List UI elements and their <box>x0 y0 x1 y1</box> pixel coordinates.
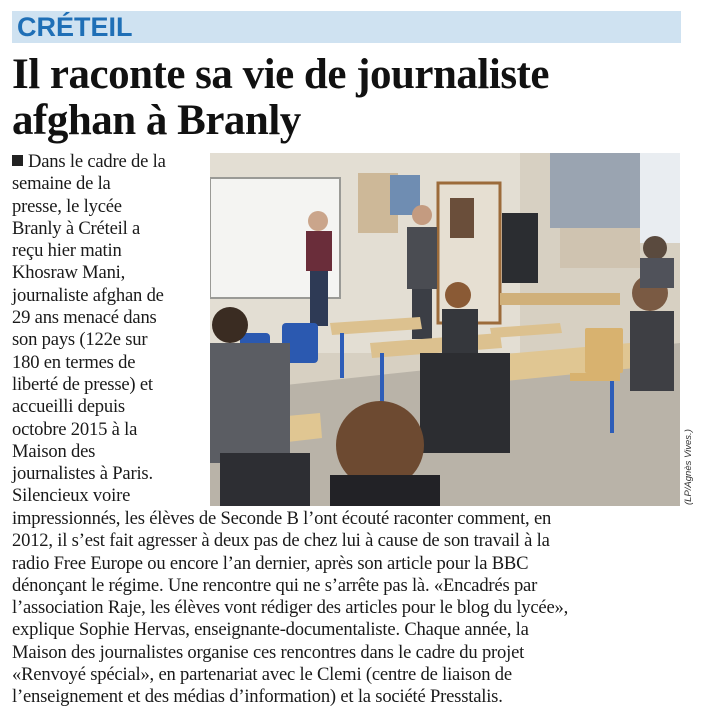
column-line-13: Maison des <box>12 440 96 462</box>
column-line-0: Dans le cadre de la <box>12 151 166 172</box>
column-line-10: liberté de presse) et <box>12 373 153 395</box>
classroom-photo <box>210 153 680 506</box>
column-line-14: journalistes à Paris. <box>12 463 153 485</box>
headline-line-1: Il raconte sa vie de journaliste <box>12 51 549 98</box>
full-line-3: dénonçant le régime. Une rencontre qui ne s’arrête pas là. «Encadrés par <box>12 574 538 596</box>
column-line-9: 180 en termes de <box>12 351 136 373</box>
photo-credit: (LP/Agnès Vives.) <box>683 429 694 505</box>
headline <box>12 52 702 144</box>
column-line-2: presse, le lycée <box>12 195 122 217</box>
classroom-photo-icon <box>210 153 680 506</box>
full-line-2: radio Free Europe ou encore l’an dernier, après son article pour la BBC <box>12 552 529 574</box>
column-line-1: semaine de la <box>12 173 111 195</box>
column-line-8: son pays (122e sur <box>12 329 148 351</box>
column-line-5: Khosraw Mani, <box>12 262 126 284</box>
full-line-4: l’association Raje, les élèves vont rédiger des articles pour le blog du lycée», <box>12 597 569 619</box>
article-column-text <box>12 151 208 508</box>
headline-line-2: afghan à Branly <box>12 97 301 144</box>
article-full-width-text <box>12 508 684 709</box>
full-line-0: impressionnés, les élèves de Seconde B l’ont écouté raconter comment, en <box>12 508 552 529</box>
lead-square-icon <box>12 155 23 166</box>
column-line-11: accueilli depuis <box>12 396 125 418</box>
full-line-8: l’enseignement et des médias d’information) et la société Presstalis. <box>12 686 503 708</box>
full-line-1: 2012, il s’est fait agresser à deux pas de chez lui à cause de son travail à la <box>12 530 550 552</box>
rubric-label: CRÉTEIL <box>17 12 133 42</box>
column-line-12: octobre 2015 à la <box>12 418 138 440</box>
column-line-6: journaliste afghan de <box>12 284 164 306</box>
full-line-7: «Renvoyé spécial», en partenariat avec le Clemi (centre de liaison de <box>12 664 512 686</box>
column-line-7: 29 ans menacé dans <box>12 307 157 329</box>
column-line-3: Branly à Créteil a <box>12 217 141 239</box>
column-line-4: reçu hier matin <box>12 240 122 262</box>
column-line-15: Silencieux voire <box>12 485 131 507</box>
rubric-banner <box>12 11 681 43</box>
full-line-6: Maison des journalistes organise ces rencontres dans le cadre du projet <box>12 641 525 663</box>
full-line-5: explique Sophie Hervas, enseignante-documentaliste. Chaque année, la <box>12 619 529 641</box>
